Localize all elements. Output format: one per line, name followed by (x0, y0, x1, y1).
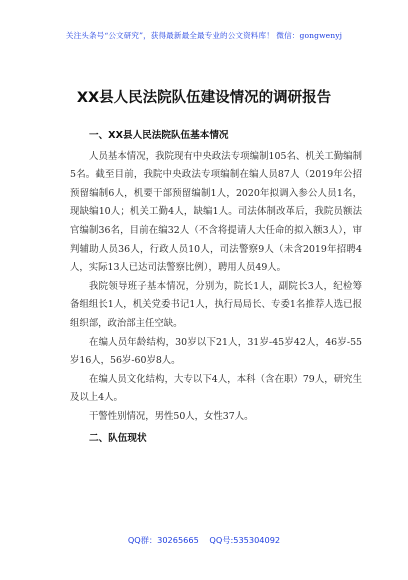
document-body (70, 127, 362, 448)
section-heading-2: 二、队伍现状 (89, 432, 147, 444)
paragraph-leadership: 我院领导班子基本情况，分别为，院长1人，副院长3人，纪检筹备组组长1人，机关党委书记1人，执行局局长、专委1名推荐人选已报组织部，政治部主任空缺。 (70, 280, 362, 329)
document-title: XX县人民法院队伍建设情况的调研报告 (76, 90, 332, 106)
paragraph-gender: 干警性别情况，男性50人，女性37人。 (89, 410, 254, 422)
qq-group-text: QQ群：30265665 (127, 535, 199, 545)
paragraph-age-structure: 在编人员年龄结构，30岁以下21人，31岁-45岁42人，46岁-55岁16人，56岁-60岁8人。 (70, 336, 362, 367)
paragraph-education: 在编人员文化结构，大专以下4人，本科（含在职）79人，研究生及以上4人。 (70, 373, 362, 404)
qq-number-text: QQ号:535304092 (209, 535, 281, 545)
contact-footer (0, 535, 408, 546)
paragraph-personnel: 人员基本情况，我院现有中央政法专项编制105名、机关工勤编制5名。截至目前，我院中央政法专项编制在编人员87人（2019年公招预留编制6人，机要干部预留编制1人，2020年拟调入参公人员1名，现缺编10人；机关工勤4人，缺编1人。司法体制改革后，我院员额法官编制36名，目前在编32人（不含将提请人大任命的拟入额3人），审判辅助人员36人，行政人员10人，司法警察9人（未含2019年招聘4人，实际13人已达司法警察比例），聘用人员49人。 (70, 150, 362, 274)
section-heading-1: 一、XX县人民法院队伍基本情况 (89, 130, 229, 141)
promo-banner: 关注头条号“公文研究”，获得最新最全最专业的公文资料库！ 微信：gongwenyj (65, 31, 343, 40)
